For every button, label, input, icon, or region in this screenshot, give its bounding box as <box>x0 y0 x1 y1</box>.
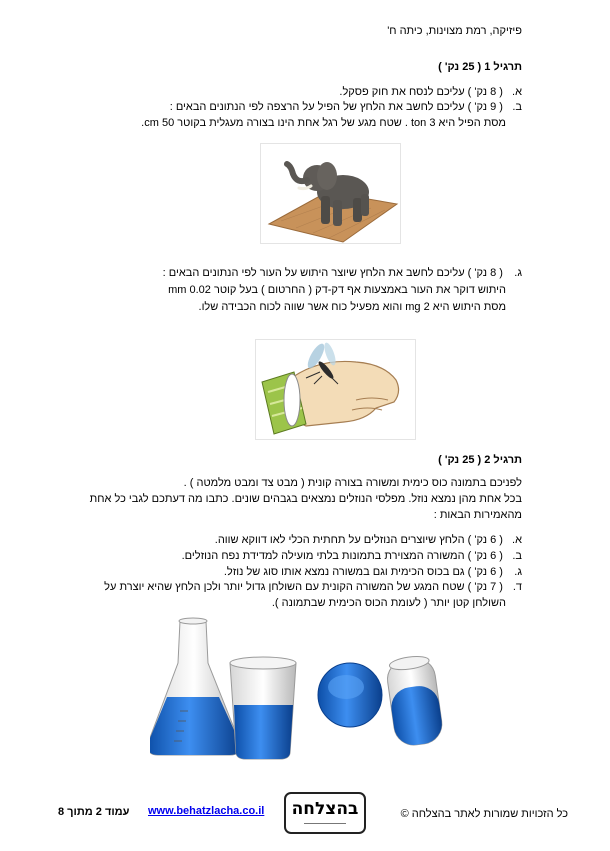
footer-copyright: כל הזכויות שמורות לאתר בהצלחה © <box>400 808 568 820</box>
item-label: ג. <box>514 267 522 279</box>
ex1-item-b-line2: מסת הפיל היא 3 ton . שטח מגע של רגל אחת הינו בצורה מעגלית בקוטר 50 cm. <box>141 117 506 129</box>
ex2-item-a <box>215 533 522 547</box>
ex2-intro-line2: בכל אחת מהן נמצא נוזל. מפלסי הנוזלים נמצאים בגבהים שונים. כתבו מה דעתכם לגבי כל אחת <box>89 493 522 505</box>
site-logo[interactable] <box>284 792 366 834</box>
ex2-item-d <box>104 580 522 594</box>
item-text: ( 8 נק' ) עליכם לנסח את חוק פסקל. <box>339 86 503 98</box>
mosquito-hand-illustration <box>256 340 416 440</box>
page-number: עמוד 2 מתוך 8 <box>58 806 130 818</box>
ex2-item-g <box>224 565 522 579</box>
item-label: ד. <box>512 581 522 593</box>
ex1-item-g <box>163 266 522 280</box>
website-link[interactable]: www.behatzlacha.co.il <box>148 805 265 817</box>
logo-underline <box>304 823 346 824</box>
elephant-illustration <box>261 144 401 244</box>
exercise-1-heading: תרגיל 1 ( 25 נק' ) <box>438 61 522 73</box>
ex1-item-a <box>339 85 522 99</box>
item-text: ( 6 נק' ) הלחץ שיוצרים הנוזלים על תחתית הכלי לאו דווקא שווה. <box>214 534 503 546</box>
logo-text: בהצלחה <box>291 799 359 819</box>
exercise-2-heading: תרגיל 2 ( 25 נק' ) <box>438 454 522 466</box>
flask-beaker-illustration <box>150 615 460 760</box>
item-text: ( 6 נק' ) המשורה המצוירת בתמונות בלתי מועילה למדידת נפח הנוזלים. <box>181 550 503 562</box>
item-label: ג. <box>514 566 522 578</box>
item-text: ( 8 נק' ) עליכם לחשב את הלחץ שיוצר היתוש על העור לפי הנתונים הבאים : <box>162 267 503 279</box>
mosquito-image <box>255 339 416 440</box>
ex2-intro-line1: לפניכם בתמונה כוס כימית ומשורה בצורה קונית ( מבט צד ומבט מלמטה ) . <box>183 477 522 489</box>
ex1-item-g-line2: היתוש דוקר את העור באמצעות אף דק-דק ( החרטום ) בעל קוטר 0.02 mm <box>168 284 506 296</box>
ex2-item-d-line2: השולחן קטן יותר ( לעומת הכוס הכימית שבתמונה ). <box>271 597 506 609</box>
item-label: א. <box>512 86 522 98</box>
page-header-title: פיזיקה, רמת מצוינות, כיתה ח' <box>387 25 522 37</box>
ex2-item-b <box>182 549 522 563</box>
item-text: ( 7 נק' ) שטח המגע של המשורה הקונית עם השולחן גדול יותר ולכן הלחץ שהיא יוצרת על <box>104 581 503 593</box>
item-label: ב. <box>512 550 522 562</box>
item-text: ( 9 נק' ) עליכם לחשב את הלחץ של הפיל על הרצפה לפי הנתונים הבאים : <box>169 101 503 113</box>
flask-beaker-image <box>150 615 460 760</box>
item-label: ב. <box>512 101 522 113</box>
item-label: א. <box>512 534 522 546</box>
ex2-intro-line3: מהאמירות הבאות : <box>433 509 522 521</box>
elephant-image <box>260 143 401 244</box>
ex1-item-g-line3: מסת היתוש היא 2 mg והוא מפעיל כוח אשר שווה לכוח הכבידה שלו. <box>198 301 506 313</box>
ex1-item-b <box>170 100 522 114</box>
item-text: ( 6 נק' ) גם בכוס הכימית וגם במשורה נמצא אותו סוג של נוזל. <box>223 566 503 578</box>
